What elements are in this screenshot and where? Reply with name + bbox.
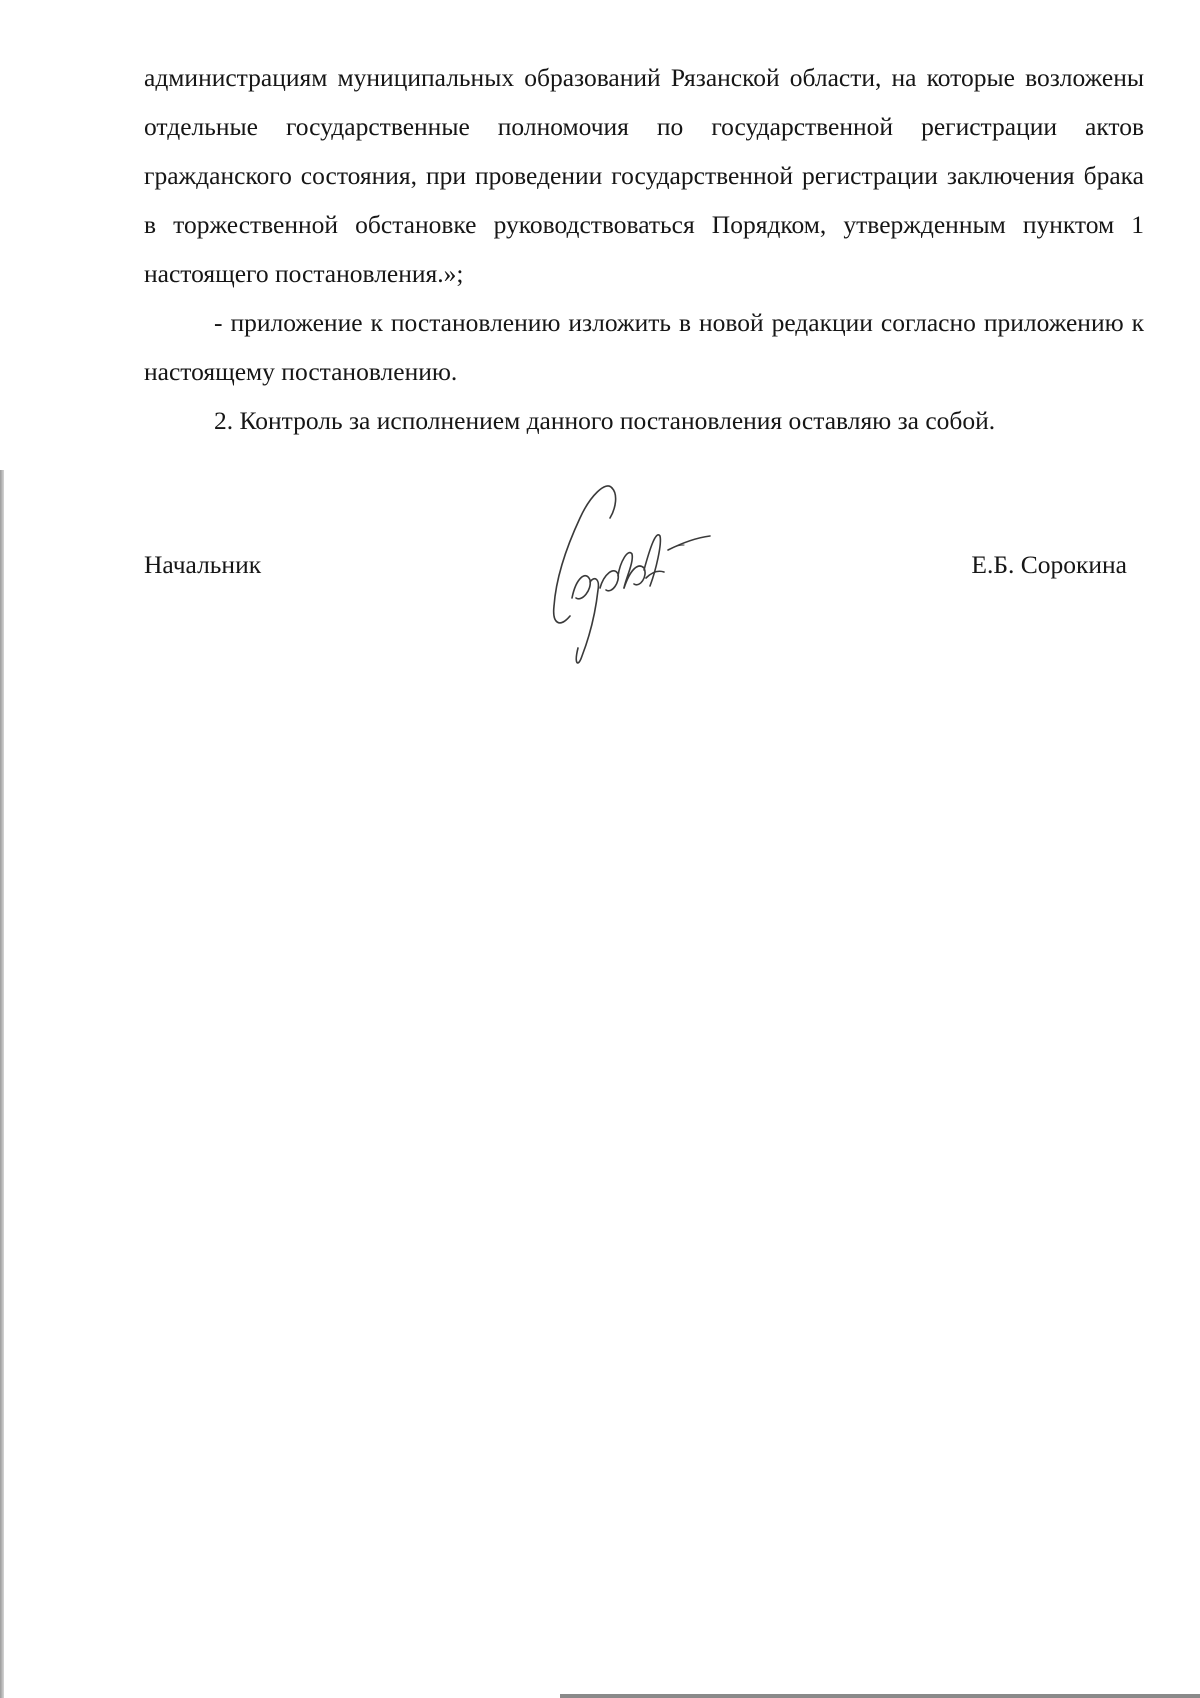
position-title: Начальник — [144, 550, 262, 579]
scan-edge-left — [0, 470, 4, 1698]
signer-name: Е.Б. Сорокина — [971, 550, 1127, 579]
handwritten-signature — [520, 478, 740, 678]
paragraph-appendix-clause: - приложение к постановлению изложить в новой редакции согласно приложению к настоящему постановлению. — [144, 308, 1144, 386]
document-body — [144, 53, 1144, 445]
paragraph-control-clause: 2. Контроль за исполнением данного постановления оставляю за собой. — [214, 406, 996, 435]
paragraph-continuation: администрациям муниципальных образований Рязанской области, на которые возложены отдельные государственные полномочия по государственной регистрации актов гражданского состояния, при проведении государственной регистрации заключения брака в торжественной обстановке руководствоваться Порядком, утвержденным пунктом 1 настоящего постановления.»; — [144, 63, 1144, 288]
scan-edge-bottom — [560, 1694, 1200, 1698]
